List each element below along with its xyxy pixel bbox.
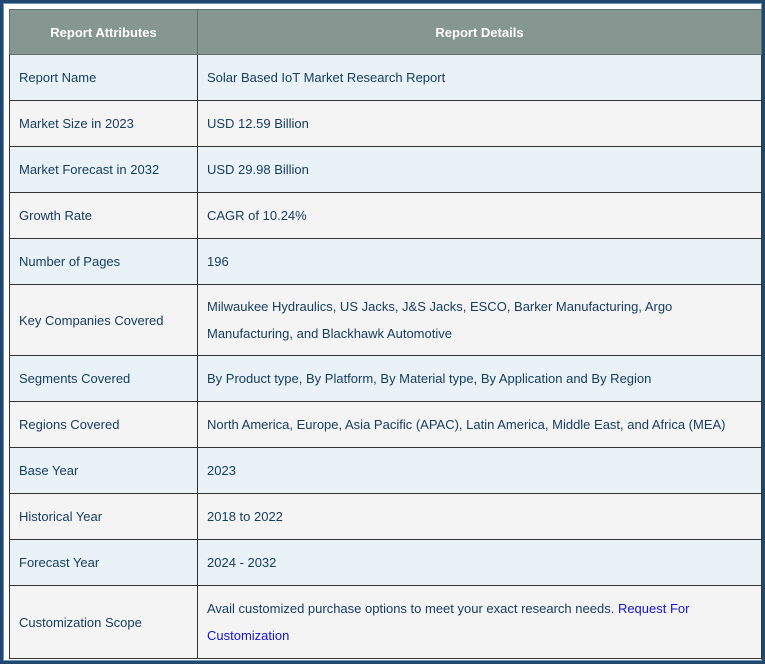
table-row xyxy=(10,494,762,540)
row-attribute: Report Name xyxy=(10,55,198,101)
row-detail: North America, Europe, Asia Pacific (APAC), Latin America, Middle East, and Africa (MEA) xyxy=(198,402,762,448)
row-detail: 2023 xyxy=(198,448,762,494)
report-attributes-table xyxy=(9,9,762,659)
table-row xyxy=(10,193,762,239)
row-attribute: Market Forecast in 2032 xyxy=(10,147,198,193)
row-detail: 2024 - 2032 xyxy=(198,540,762,586)
row-attribute: Historical Year xyxy=(10,494,198,540)
customization-text: Avail customized purchase options to meet your exact research needs. xyxy=(207,601,615,616)
request-customization-link[interactable]: Request For Customization xyxy=(207,601,690,643)
table-row xyxy=(10,101,762,147)
row-attribute: Forecast Year xyxy=(10,540,198,586)
table-row xyxy=(10,285,762,356)
row-attribute: Market Size in 2023 xyxy=(10,101,198,147)
table-row xyxy=(10,147,762,193)
table-row xyxy=(10,356,762,402)
row-detail: USD 29.98 Billion xyxy=(198,147,762,193)
table-row xyxy=(10,540,762,586)
row-detail: CAGR of 10.24% xyxy=(198,193,762,239)
row-detail xyxy=(198,586,762,659)
row-attribute: Customization Scope xyxy=(10,586,198,659)
row-attribute: Growth Rate xyxy=(10,193,198,239)
table-row xyxy=(10,586,762,659)
row-attribute: Regions Covered xyxy=(10,402,198,448)
row-attribute: Segments Covered xyxy=(10,356,198,402)
row-detail: Solar Based IoT Market Research Report xyxy=(198,55,762,101)
table-row xyxy=(10,55,762,101)
row-attribute: Number of Pages xyxy=(10,239,198,285)
table-row xyxy=(10,448,762,494)
row-attribute: Base Year xyxy=(10,448,198,494)
row-attribute: Key Companies Covered xyxy=(10,285,198,356)
header-row xyxy=(10,10,762,55)
row-detail: USD 12.59 Billion xyxy=(198,101,762,147)
row-detail: 196 xyxy=(198,239,762,285)
row-detail: By Product type, By Platform, By Material type, By Application and By Region xyxy=(198,356,762,402)
column-header-details: Report Details xyxy=(198,10,762,55)
column-header-attributes: Report Attributes xyxy=(10,10,198,55)
table-row xyxy=(10,402,762,448)
row-detail: 2018 to 2022 xyxy=(198,494,762,540)
row-detail: Milwaukee Hydraulics, US Jacks, J&S Jacks, ESCO, Barker Manufacturing, Argo Manufacturing, and Blackhawk Automotive xyxy=(198,285,762,356)
table-row xyxy=(10,239,762,285)
